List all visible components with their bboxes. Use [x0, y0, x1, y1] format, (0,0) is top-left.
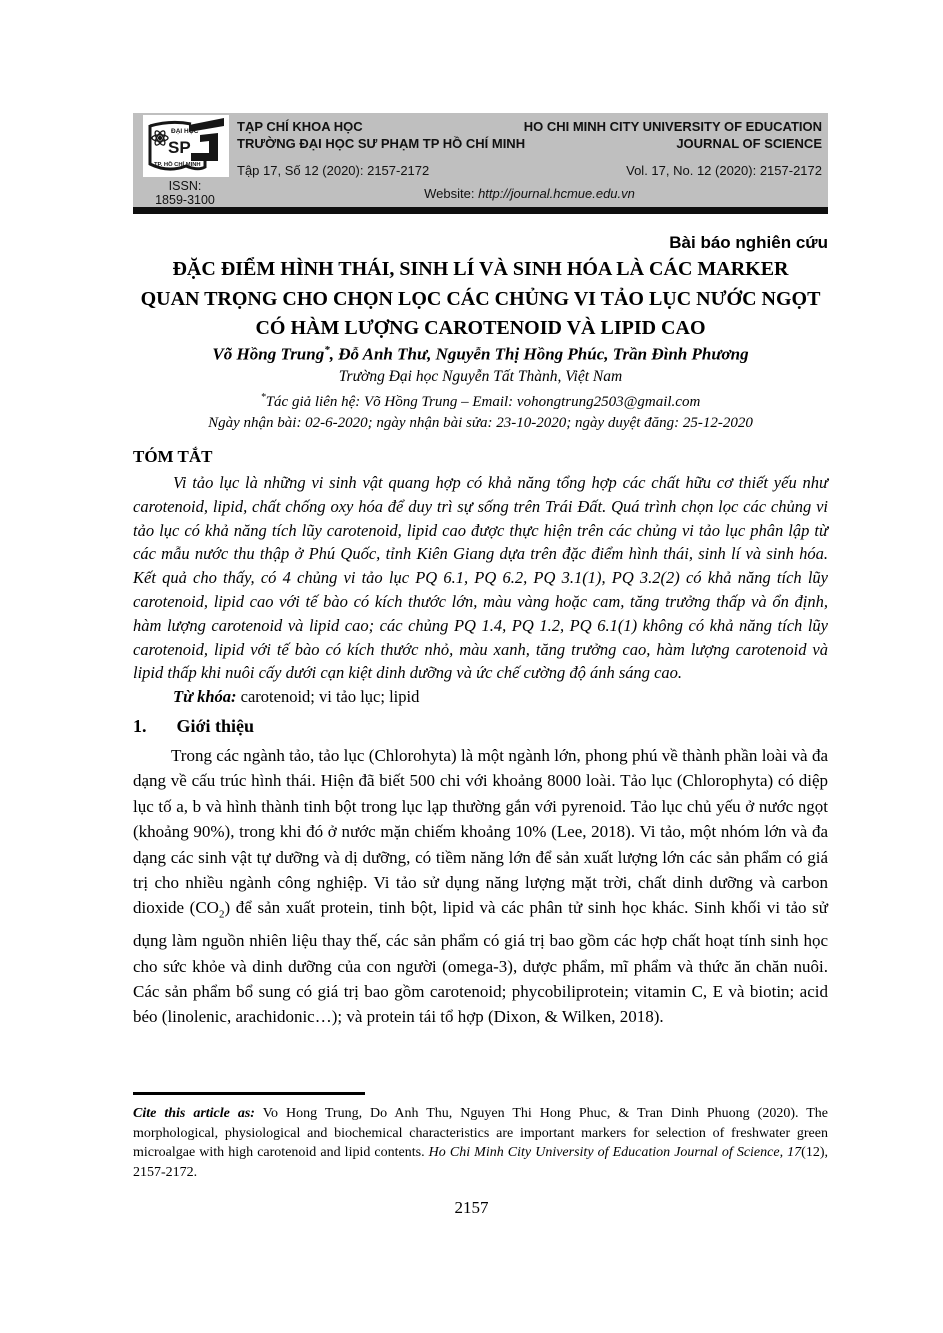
authors-rest: , Đỗ Anh Thư, Nguyễn Thị Hồng Phúc, Trần Đình Phương [329, 344, 749, 364]
logo-text-top: ĐẠI HỌC [171, 128, 199, 135]
journal-name-en-line2: JOURNAL OF SCIENCE [676, 136, 822, 151]
issn-value: 1859-3100 [155, 192, 215, 207]
atom-icon [152, 129, 168, 146]
volume-info-vietnamese: Tập 17, Số 12 (2020): 2157-2172 [237, 163, 430, 178]
introduction-paragraph [133, 743, 828, 1030]
book-icon [150, 122, 191, 126]
cite-journal-name: Ho Chi Minh City University of Education Journal of Science, 17 [428, 1145, 802, 1160]
keywords-label: Từ khóa: [173, 687, 237, 707]
article-title-line2: QUAN TRỌNG CHO CHỌN LỌC CÁC CHỦNG VI TẢO LỤC NƯỚC NGỌT [140, 287, 821, 310]
page-number: 2157 [454, 1198, 489, 1217]
correspondence-line [133, 387, 828, 413]
cite-tail: (12), 2157-2172. [133, 1145, 828, 1180]
correspondence-asterisk: * [260, 391, 266, 403]
website-line [237, 186, 822, 201]
issn-block [133, 180, 237, 207]
article-dates: Ngày nhận bài: 02-6-2020; ngày nhận bài sửa: 23-10-2020; ngày duyệt đăng: 25-12-2020 [208, 414, 753, 431]
correspondence-text: Tác giả liên hệ: Võ Hồng Trung – Email: vohongtrung2503@gmail.com [265, 393, 701, 410]
abstract-section [133, 446, 828, 709]
co2-subscript: 2 [218, 908, 225, 921]
logo-text-bottom: TP. HỒ CHÍ MINH [154, 162, 201, 168]
journal-name-vietnamese [237, 118, 525, 152]
journal-header-band [133, 113, 828, 207]
university-logo [143, 115, 229, 177]
journal-name-vi-line1: TẠP CHÍ KHOA HỌC [237, 119, 363, 134]
journal-name-vi-line2: TRƯỜNG ĐẠI HỌC SƯ PHẠM TP HỒ CHÍ MINH [237, 136, 526, 151]
volume-info-english: Vol. 17, No. 12 (2020): 2157-2172 [626, 163, 822, 178]
section-number: 1. [133, 716, 147, 736]
header-divider-bar [133, 207, 828, 214]
author-first: Võ Hồng Trung [212, 344, 325, 364]
website-url: http://journal.hcmue.edu.vn [478, 186, 635, 201]
cite-label: Cite this article as: [133, 1106, 255, 1121]
intro-text-after-subscript: ) để sản xuất protein, tinh bột, lipid và các phân tử sinh học khác. Sinh khối vi tảo sử dụng làm nguồn nhiên liệu thay thế, các sản phẩm có giá trị bao gồm các hợp chất hoạt tính sinh học cho sức khỏe và dinh dưỡng của con người (omega-3), dược phẩm, mĩ phẩm và thức ăn chăn nuôi. Các sản phẩm bổ sung có giá trị bao gồm carotenoid; phycobiliprotein; vitamin C, E và biotin; acid béo (linolenic, arachidonic…); và protein tái tổ hợp (Dixon, & Wilken, 2018). [133, 898, 828, 1027]
abstract-body: Vi tảo lục là những vi sinh vật quang hợp có khả năng tổng hợp các chất hữu cơ thiết yếu như carotenoid, lipid, chất chống oxy hóa để duy trì sự sống trên Trái Đất. Quá trình chọn lọc các chủng vi tảo lục có khả năng tích lũy carotenoid, lipid cao được thực hiện trên các chủng vi tảo lục phân lập từ các mẫu nước thu thập ở Phú Quốc, tỉnh Kiên Giang dựa trên đặc điểm hình thái, sinh lí và sinh hóa. Kết quả cho thấy, có 4 chủng vi tảo lục PQ 6.1, PQ 6.2, PQ 3.1(1), PQ 3.2(2) có khả năng tích lũy carotenoid, lipid cao với tế bào có kích thước lớn, màu vàng hoặc cam, tăng trưởng thấp và ổn định, hàm lượng carotenoid và lipid cao; các chủng PQ 1.4, PQ 1.2, PQ 6.1(1) không có khả năng tích lũy carotenoid, lipid với tế bào có kích thước nhỏ, màu xanh, tăng trưởng cao, hàm lượng carotenoid và lipid thấp khi nuôi cấy dưới cạn kiệt dinh dưỡng và ức chế cường độ ánh sáng cao. [133, 473, 828, 683]
footer-citation-block [133, 1092, 828, 1182]
footnote-rule [133, 1092, 365, 1095]
logo-text-main: SP [168, 138, 191, 157]
flag-icon [189, 118, 224, 161]
section-title: Giới thiệu [176, 716, 254, 736]
section-heading [133, 714, 828, 738]
keywords-line [173, 685, 828, 709]
article-title [133, 255, 828, 344]
article-type-label: Bài báo nghiên cứu [669, 233, 828, 252]
cite-text: Vo Hong Trung, Do Anh Thu, Nguyen Thi Hong Phuc, & Tran Dinh Phuong (2020). The morphological, physiological and biochemical characteristics are important markers for selection of freshwater green microalgae with high carotenoid and lipid contents. [133, 1106, 828, 1160]
article-title-line1: ĐẶC ĐIỂM HÌNH THÁI, SINH LÍ VÀ SINH HÓA LÀ CÁC MARKER [172, 258, 789, 280]
abstract-heading: TÓM TẮT [133, 447, 213, 466]
affiliation: Trường Đại học Nguyễn Tất Thành, Việt Nam [338, 367, 623, 385]
university-logo-graphic [143, 115, 229, 177]
authors-line [133, 339, 828, 366]
keywords-text: carotenoid; vi tảo lục; lipid [236, 687, 420, 707]
article-title-line3: CÓ HÀM LƯỢNG CAROTENOID VÀ LIPID CAO [255, 317, 706, 339]
corresponding-author-marker: * [324, 344, 330, 356]
website-label: Website: [424, 186, 475, 201]
journal-name-english [524, 118, 822, 152]
cite-paragraph [133, 1104, 828, 1182]
journal-name-en-line1: HO CHI MINH CITY UNIVERSITY OF EDUCATION [523, 119, 822, 134]
issn-label: ISSN: [168, 179, 202, 193]
introduction-section [133, 714, 828, 1030]
intro-text-before-subscript: Trong các ngành tảo, tảo lục (Chlorohyta) là một ngành lớn, phong phú về thành phần loài và đa dạng về cấu trúc hình thái. Hiện đã biết 500 chi với khoảng 8000 loài. Tảo lục (Chlorophyta) có diệp lục tố a, b và hình thành tinh bột trong lục lạp thường gắn với pyrenoid. Tảo lục chủ yếu ở nước ngọt (khoảng 90%), trong khi đó ở nước mặn chiếm khoảng 10% (Lee, 2018). Vi tảo, một nhóm lớn và đa dạng các sinh vật tự dưỡng và dị dưỡng, có tiềm năng lớn để sản xuất lượng lớn các sản phẩm có giá trị cho nhiều ngành công nghiệp. Vi tảo sử dụng năng lượng mặt trời, chất dinh dưỡng và carbon dioxide (CO [133, 746, 828, 918]
authors-block [133, 339, 828, 434]
